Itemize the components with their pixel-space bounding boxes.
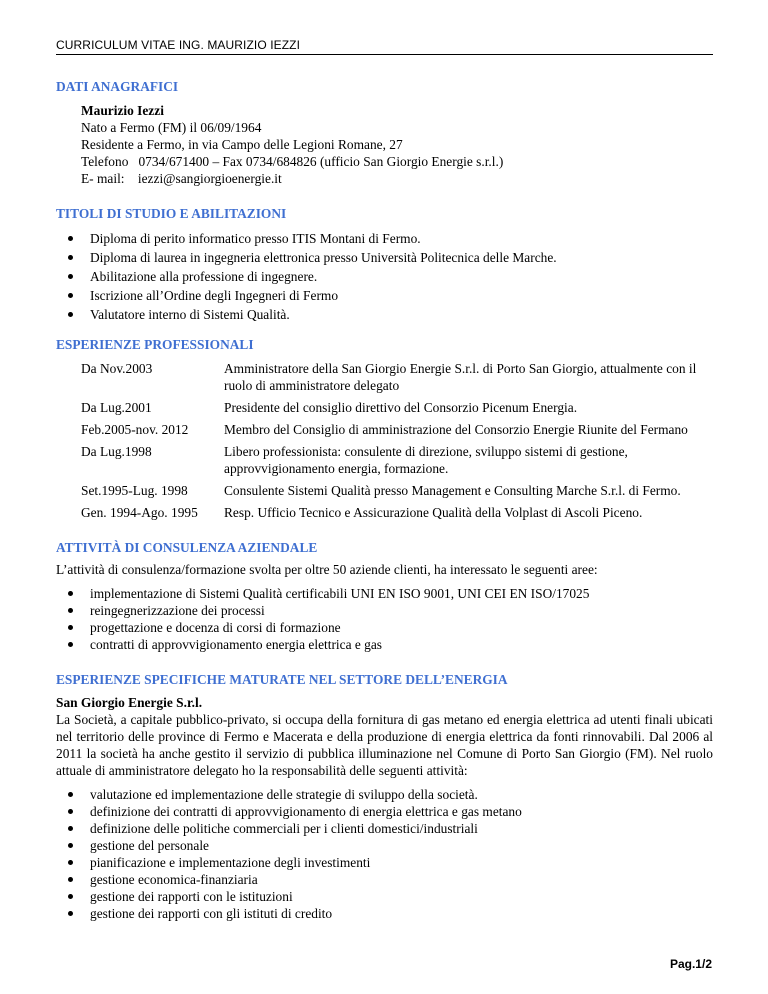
list-item: definizione delle politiche commerciali per i clienti domestici/industriali [56,820,713,837]
list-item: progettazione e docenza di corsi di formazione [56,619,713,636]
list-item: Diploma di perito informatico presso ITIS Montani di Fermo. [56,230,713,247]
email-info: E- mail: iezzi@sangiorgioenergie.it [81,171,282,186]
table-row [81,504,713,526]
document-body [56,60,713,922]
list-item: Valutatore interno di Sistemi Qualità. [56,306,713,323]
consulenza-list [56,585,713,653]
section-title-anagrafici: DATI ANAGRAFICI [56,79,179,94]
list-item: Abilitazione alla professione di ingegnere. [56,268,713,285]
titoli-list [56,230,713,323]
list-item: Diploma di laurea in ingegneria elettronica presso Università Politecnica delle Marche. [56,249,713,266]
experience-description: Membro del Consiglio di amministrazione del Consorzio Energie Riunite del Fermano [224,422,688,437]
list-item: gestione del personale [56,837,713,854]
personal-data [81,102,713,187]
consulenza-intro: L’attività di consulenza/formazione svolta per oltre 50 aziende clienti, ha interessato le seguenti aree: [56,562,598,577]
experience-date: Feb.2005-nov. 2012 [81,422,189,437]
experience-date: Set.1995-Lug. 1998 [81,483,188,498]
list-item: pianificazione e implementazione degli investimenti [56,854,713,871]
experience-date: Da Lug.2001 [81,400,152,415]
list-item: gestione economica-finanziaria [56,871,713,888]
experience-date: Da Nov.2003 [81,361,153,376]
list-item: valutazione ed implementazione delle strategie di sviluppo della società. [56,786,713,803]
table-row [81,443,713,482]
experience-description: Presidente del consiglio direttivo del Consorzio Picenum Energia. [224,400,578,415]
phone-info: Telefono 0734/671400 – Fax 0734/684826 (ufficio San Giorgio Energie s.r.l.) [81,154,504,169]
company-name: San Giorgio Energie S.r.l. [56,695,203,710]
experience-description: Resp. Ufficio Tecnico e Assicurazione Qualità della Volplast di Ascoli Piceno. [224,505,643,520]
section-title-energia: ESPERIENZE SPECIFICHE MATURATE NEL SETTORE DELL’ENERGIA [56,672,508,687]
person-name: Maurizio Iezzi [81,103,164,118]
experience-date: Gen. 1994-Ago. 1995 [81,505,198,520]
list-item: reingegnerizzazione dei processi [56,602,713,619]
list-item: contratti di approvvigionamento energia elettrica e gas [56,636,713,653]
company-description: La Società, a capitale pubblico-privato, si occupa della fornitura di gas metano ed energia elettrica ad utenti finali ubicati nel territorio delle province di Fermo e Macerata e della produzione di energia elettrica da fonti rinnovabili. Dal 2006 al 2011 la società ha anche gestito il servizio di pubblica illuminazione nel Comune di Porto San Giorgio (FM). Nel ruolo attuale di amministratore delegato ho la responsabilità delle seguenti attività: [56,712,713,778]
section-title-titoli: TITOLI DI STUDIO E ABILITAZIONI [56,206,287,221]
experience-description: Consulente Sistemi Qualità presso Management e Consulting Marche S.r.l. di Fermo. [224,483,681,498]
table-row [81,421,713,443]
list-item: gestione dei rapporti con gli istituti di credito [56,905,713,922]
experience-description: Amministratore della San Giorgio Energie S.r.l. di Porto San Giorgio, attualmente con il ruolo di amministratore delegato [224,361,697,393]
experience-date: Da Lug.1998 [81,444,152,459]
list-item: Iscrizione all’Ordine degli Ingegneri di Fermo [56,287,713,304]
table-row [81,482,713,504]
experience-table [81,360,713,526]
section-title-consulenza: ATTIVITÀ DI CONSULENZA AZIENDALE [56,540,318,555]
page-header: CURRICULUM VITAE ING. MAURIZIO IEZZI [56,38,713,55]
experience-description: Libero professionista: consulente di direzione, sviluppo sistemi di gestione, approvvigionamento energia, formazione. [224,444,628,476]
birth-info: Nato a Fermo (FM) il 06/09/1964 [81,120,262,135]
list-item: gestione dei rapporti con le istituzioni [56,888,713,905]
residence-info: Residente a Fermo, in via Campo delle Legioni Romane, 27 [81,137,403,152]
table-row [81,360,713,399]
list-item: implementazione di Sistemi Qualità certificabili UNI EN ISO 9001, UNI CEI EN ISO/17025 [56,585,713,602]
table-row [81,399,713,421]
energia-list [56,786,713,922]
list-item: definizione dei contratti di approvvigionamento di energia elettrica e gas metano [56,803,713,820]
page-number: Pag.1/2 [669,957,712,971]
section-title-esperienze: ESPERIENZE PROFESSIONALI [56,337,254,352]
